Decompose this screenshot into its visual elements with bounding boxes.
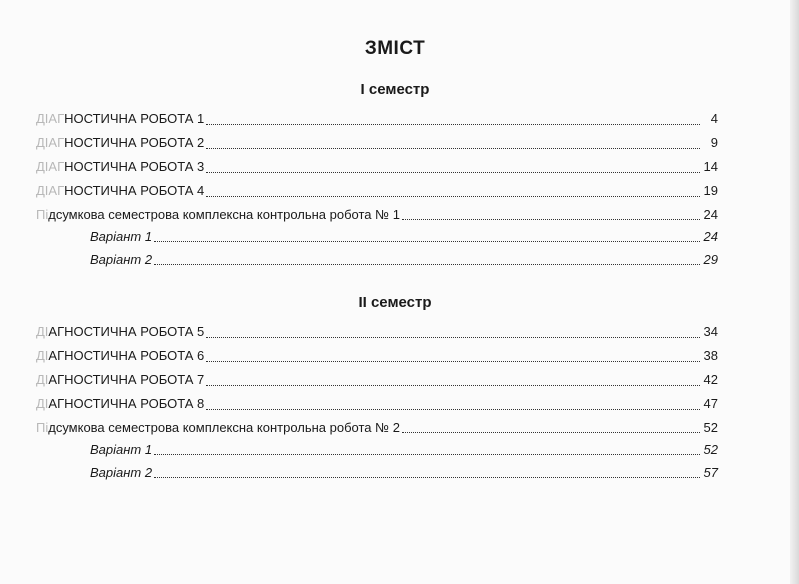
dot-leader [154, 240, 700, 242]
dot-leader [402, 431, 700, 433]
toc-entry-diagnostic-6[interactable] [36, 345, 718, 366]
toc-page-number: 57 [703, 465, 718, 480]
toc-entry-diagnostic-7[interactable] [36, 369, 718, 390]
page-title: ЗМІСТ [364, 38, 426, 59]
toc-entry-diagnostic-4[interactable] [36, 180, 718, 201]
dot-leader [154, 476, 700, 478]
toc-page-number: 14 [703, 159, 718, 174]
toc-page-number: 24 [703, 229, 718, 244]
toc-page-number: 47 [703, 396, 718, 411]
dot-leader [154, 453, 700, 455]
page-edge [790, 0, 799, 584]
toc-entry-label: Варіант 1 [90, 442, 153, 457]
toc-entry-variant-2[interactable] [36, 462, 718, 482]
toc-page-number: 34 [703, 324, 718, 339]
dot-leader [206, 171, 700, 173]
toc-entry-label: Варіант 2 [90, 465, 153, 480]
dot-leader [154, 263, 700, 265]
toc-entry-label: ДІАГНОСТИЧНА РОБОТА 8 [36, 396, 205, 411]
semester-1-toc [36, 108, 718, 272]
dot-leader [206, 360, 700, 362]
toc-entry-variant-1[interactable] [36, 439, 718, 459]
semester-1-heading: І семестр [360, 81, 430, 98]
toc-page-number: 19 [703, 183, 718, 198]
toc-entry-diagnostic-1[interactable] [36, 108, 718, 129]
toc-entry-label: ДІАГНОСТИЧНА РОБОТА 6 [36, 348, 205, 363]
toc-entry-diagnostic-5[interactable] [36, 321, 718, 342]
toc-entry-label: ДІАГНОСТИЧНА РОБОТА 5 [36, 324, 205, 339]
dot-leader [206, 195, 700, 197]
toc-entry-label: Підсумкова семестрова комплексна контрольна робота № 1 [36, 207, 400, 222]
dot-leader [206, 147, 700, 149]
toc-entry-variant-1[interactable] [36, 226, 718, 246]
toc-entry-label: ДІАГНОСТИЧНА РОБОТА 7 [36, 372, 205, 387]
toc-page-number: 4 [710, 111, 718, 126]
dot-leader [206, 123, 700, 125]
dot-leader [402, 218, 700, 220]
toc-entry-label: ДІАГНОСТИЧНА РОБОТА 2 [36, 135, 205, 150]
toc-entry-diagnostic-3[interactable] [36, 156, 718, 177]
toc-page-number: 42 [703, 372, 718, 387]
toc-entry-final-test-1[interactable] [36, 204, 718, 224]
dot-leader [206, 408, 700, 410]
dot-leader [206, 336, 700, 338]
toc-page-number: 9 [710, 135, 718, 150]
toc-page-number: 24 [703, 207, 718, 222]
toc-page-number: 29 [703, 252, 718, 267]
toc-entry-diagnostic-8[interactable] [36, 393, 718, 414]
toc-entry-final-test-2[interactable] [36, 417, 718, 437]
toc-entry-label: ДІАГНОСТИЧНА РОБОТА 1 [36, 111, 205, 126]
toc-entry-label: ДІАГНОСТИЧНА РОБОТА 3 [36, 159, 205, 174]
toc-entry-label: Варіант 1 [90, 229, 153, 244]
toc-page-number: 52 [703, 420, 718, 435]
dot-leader [206, 384, 700, 386]
toc-entry-label: Підсумкова семестрова комплексна контрольна робота № 2 [36, 420, 400, 435]
toc-entry-label: Варіант 2 [90, 252, 153, 267]
toc-entry-label: ДІАГНОСТИЧНА РОБОТА 4 [36, 183, 205, 198]
toc-page-number: 52 [703, 442, 718, 457]
toc-page-number: 38 [703, 348, 718, 363]
semester-2-heading: ІІ семестр [358, 294, 432, 311]
semester-2-toc [36, 321, 718, 485]
toc-entry-variant-2[interactable] [36, 249, 718, 269]
toc-entry-diagnostic-2[interactable] [36, 132, 718, 153]
